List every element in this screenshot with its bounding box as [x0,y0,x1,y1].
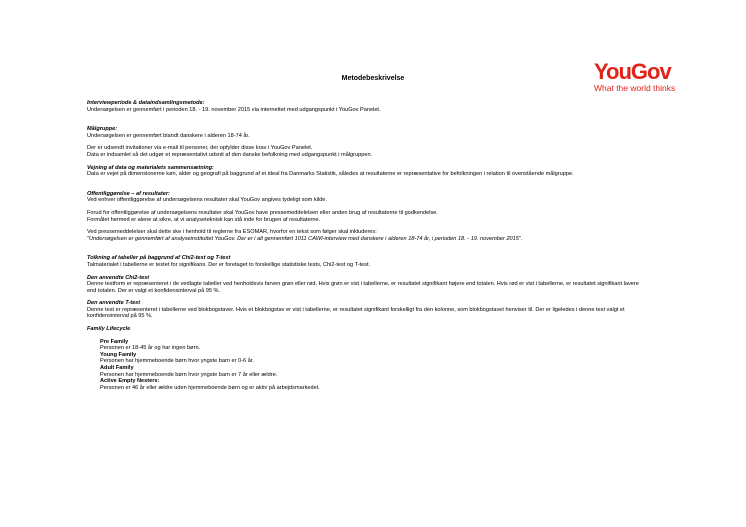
lifecycle-list [100,339,647,392]
section-ttest [87,300,647,320]
section-text: Talmaterialet i tabellerne er testet for signifikans. Der er foretaget to forskellige statistiske tests, Chi2-test og T-test. [87,261,371,268]
lifecycle-desc: Personen er 18-45 år og har ingen børn. [100,345,201,352]
section-paragraph: Ved pressemeddelelser skal dette ske i henhold til reglerne fra ESOMAR, hvorfor en tekst som følger skal inkluderes: [87,229,377,236]
section-text: Undersøgelsen er gennemført i perioden 18. - 19. november 2015 via internettet med udgangspunkt i YouGov Panelet. [87,106,381,113]
lifecycle-desc: Personen har hjemmeboende børn hvor yngste barn er 0-6 år. [100,358,254,365]
esomar-quote: "Undersøgelsen er gennemført af analyseinstituttet YouGov. Der er i alt gennemført 1011 CAWI-interview med danskere i alderen 18-74 år, i perioden 18. - 19. november 2015". [87,235,523,242]
section-heading: Family Lifecycle [87,326,131,333]
document-body [87,100,647,391]
section-text: Ved enhver offentliggørelse af undersøgelsens resultater skal YouGov angives tydeligt som kilde. [87,197,327,204]
lifecycle-name: Pre Family [100,338,129,345]
logo-tagline: What the world thinks [594,83,676,93]
yougov-logo [594,59,746,95]
section-interview [87,100,647,113]
section-heading: Målgruppe: [87,126,118,133]
section-text: Denne test er repræsenteret i tabellerne ved blokbogstaver. Hvis et blokbogstav er vist i tabellerne, er resultatet signifikant forskelligt fra den kolonne, som blokbogstavet henviser til. Der er ligeledes i denne test valgt et konfidensinterval på 95 %. [87,306,625,320]
section-heading: Den anvendte Chi2-test [87,274,150,281]
section-paragraph: Der er udsendt invitationer via e-mail til personer, der opfylder disse krav i YouGov Panelet. [87,145,313,152]
lifecycle-name: Young Family [100,351,137,358]
section-text: Data er vejet på dimensionerne køn, alder og geografi på baggrund af et ideal fra Danmarks Statistik, således at resultaterne er repræsentative for befolkningen i relation til ovenstående målgruppe. [87,171,574,178]
lifecycle-name: Adult Family [100,365,134,372]
section-interpretation [87,255,647,268]
section-paragraph: Data er indsamlet så det udgør et repræsentativt udsnit af den danske befolkning med udgangspunkt i målgruppen. [87,151,373,158]
logo-wordmark: YouGov [594,59,671,84]
lifecycle-desc: Personen har hjemmeboende børn hvor yngste barn er 7 år eller ældre. [100,371,278,378]
section-heading: Offentliggørelse – af resultater: [87,190,170,197]
section-chi2 [87,275,647,295]
section-heading: Interviewperiode & dataindsamlingsmetode: [87,100,205,106]
section-text: Denne testform er repræsenteret i de vedlagte tabeller ved henholdsvis farven grøn eller rød. Hvis grøn er vist i tabellerne, er resultatet signifikant højere end totalen. Hvis rød er vist i tabellerne, er resultatet signifikant lavere end totalen. Der er valgt et konfidensinterval på 95 %. [87,281,639,294]
section-heading: Vejning af data og materialets sammensætning: [87,164,214,171]
lifecycle-name: Active Empty Nesters: [100,378,160,385]
section-paragraph: Forud for offentliggørelse af undersøgelsens resultater skal YouGov have pressemeddelelsen eller anden brug af resultaterne til godkendelse. [87,209,438,216]
page-title: Metodebeskrivelse [341,75,405,82]
section-heading: Den anvendte T-test [87,300,141,307]
section-target [87,126,647,158]
section-paragraph: Formålet hermed er alene at sikre, at vi analyseteknisk kan stå inde for brugen af resultaterne. [87,216,321,223]
section-heading: Tolkning af tabeller på baggrund af Chi2-test og T-test [87,255,231,262]
section-text: Undersøgelsen er gennemført blandt danskere i alderen 18-74 år. [87,132,250,139]
section-lifecycle [87,326,647,391]
section-publication [87,191,647,243]
lifecycle-desc: Personen er 46 år eller ældre uden hjemmeboende børn og er aktiv på arbejdsmarkedet. [100,384,320,391]
section-weighting [87,165,647,178]
